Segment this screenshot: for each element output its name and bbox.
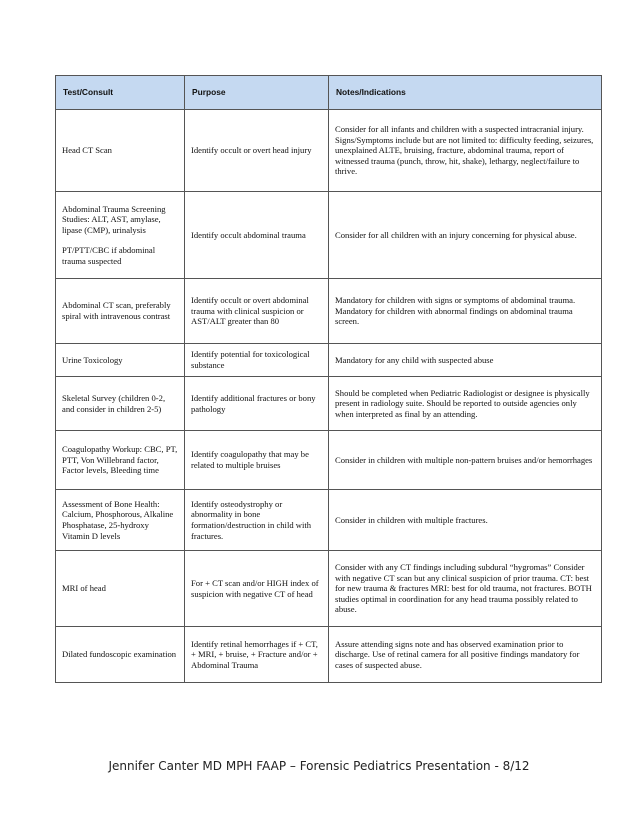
test-cell [56, 279, 185, 344]
header-purpose: Purpose [185, 76, 329, 110]
table-row [56, 110, 602, 192]
header-notes-indications: Notes/Indications [329, 76, 602, 110]
test-text: Dilated fundoscopic examination [62, 649, 177, 660]
test-text: Urine Toxicology [62, 354, 123, 365]
test-cell [56, 377, 185, 431]
test-text: MRI of head [62, 583, 106, 594]
notes-cell: Consider for all children with an injury concerning for physical abuse. [329, 192, 602, 279]
purpose-cell: Identify occult or overt head injury [185, 110, 329, 192]
purpose-cell: Identify additional fractures or bony pathology [185, 377, 329, 431]
test-cell [56, 490, 185, 551]
test-text: Abdominal Trauma Screening Studies: ALT, AST, amylase, lipase (CMP), urinalysis [62, 203, 166, 235]
test-text: Abdominal CT scan, preferably spiral with intravenous contrast [62, 300, 171, 321]
purpose-cell: Identify potential for toxicological substance [185, 344, 329, 377]
table-header-row [56, 76, 602, 110]
test-cell [56, 110, 185, 192]
tests-table [55, 75, 602, 683]
notes-cell: Consider with any CT findings including subdural “hygromas” Consider with negative CT scan but any clinical suspicion of prior trauma. CT: best for new trauma & fractures MRI: best for old trauma, not fractures. BOTH studies optimal in coordination for any head trauma possibly related to abuse. [329, 551, 602, 627]
purpose-cell: Identify occult or overt abdominal trauma with clinical suspicion or AST/ALT greater than 80 [185, 279, 329, 344]
notes-cell: Assure attending signs note and has observed examination prior to discharge. Use of retinal camera for all positive findings mandatory for cases of suspected abuse. [329, 627, 602, 683]
purpose-cell: Identify osteodystrophy or abnormality in bone formation/destruction in child with fractures. [185, 490, 329, 551]
test-cell [56, 344, 185, 377]
notes-cell: Mandatory for children with signs or symptoms of abdominal trauma. Mandatory for children with abnormal findings on abdominal trauma screen. [329, 279, 602, 344]
table-row [56, 192, 602, 279]
purpose-cell: Identify retinal hemorrhages if + CT, + MRI, + bruise, + Fracture and/or + Abdominal Trauma [185, 627, 329, 683]
notes-cell: Consider in children with multiple non-pattern bruises and/or hemorrhages [329, 431, 602, 490]
table-row [56, 279, 602, 344]
test-cell [56, 551, 185, 627]
purpose-cell: Identify occult abdominal trauma [185, 192, 329, 279]
purpose-cell: For + CT scan and/or HIGH index of suspicion with negative CT of head [185, 551, 329, 627]
test-text: Assessment of Bone Health: Calcium, Phosphorous, Alkaline Phosphatase, 25-hydroxy Vitamin D levels [62, 498, 174, 541]
test-text: PT/PTT/CBC if abdominal trauma suspected [62, 245, 156, 266]
test-cell [56, 627, 185, 683]
table-row [56, 551, 602, 627]
notes-cell: Should be completed when Pediatric Radiologist or designee is physically present in radiology suite. Should be reported to outside agencies only when interpreted as final by an attending. [329, 377, 602, 431]
test-text: Coagulopathy Workup: CBC, PT, PTT, Von Willebrand factor, Factor levels, Bleeding time [62, 444, 178, 476]
notes-cell: Consider for all infants and children with a suspected intracranial injury. Signs/Symptoms include but are not limited to: difficulty feeding, seizures, unexplained ALTE, bruising, fracture, abdominal trauma, report of witnessed trauma (punch, throw, hit, shake), lethargy, neglect/failure to thrive. [329, 110, 602, 192]
purpose-cell: Identify coagulopathy that may be related to multiple bruises [185, 431, 329, 490]
page-footer: Jennifer Canter MD MPH FAAP – Forensic Pediatrics Presentation - 8/12 [108, 759, 530, 773]
table-row [56, 431, 602, 490]
notes-cell: Mandatory for any child with suspected abuse [329, 344, 602, 377]
table-row [56, 377, 602, 431]
test-cell [56, 431, 185, 490]
test-text: Skeletal Survey (children 0-2, and consider in children 2-5) [62, 392, 166, 414]
table-row [56, 627, 602, 683]
header-test-consult: Test/Consult [56, 76, 185, 110]
table-row [56, 344, 602, 377]
notes-cell: Consider in children with multiple fractures. [329, 490, 602, 551]
test-text: Head CT Scan [62, 145, 112, 156]
table-row [56, 490, 602, 551]
test-cell [56, 192, 185, 279]
paragraph-gap [62, 235, 178, 245]
